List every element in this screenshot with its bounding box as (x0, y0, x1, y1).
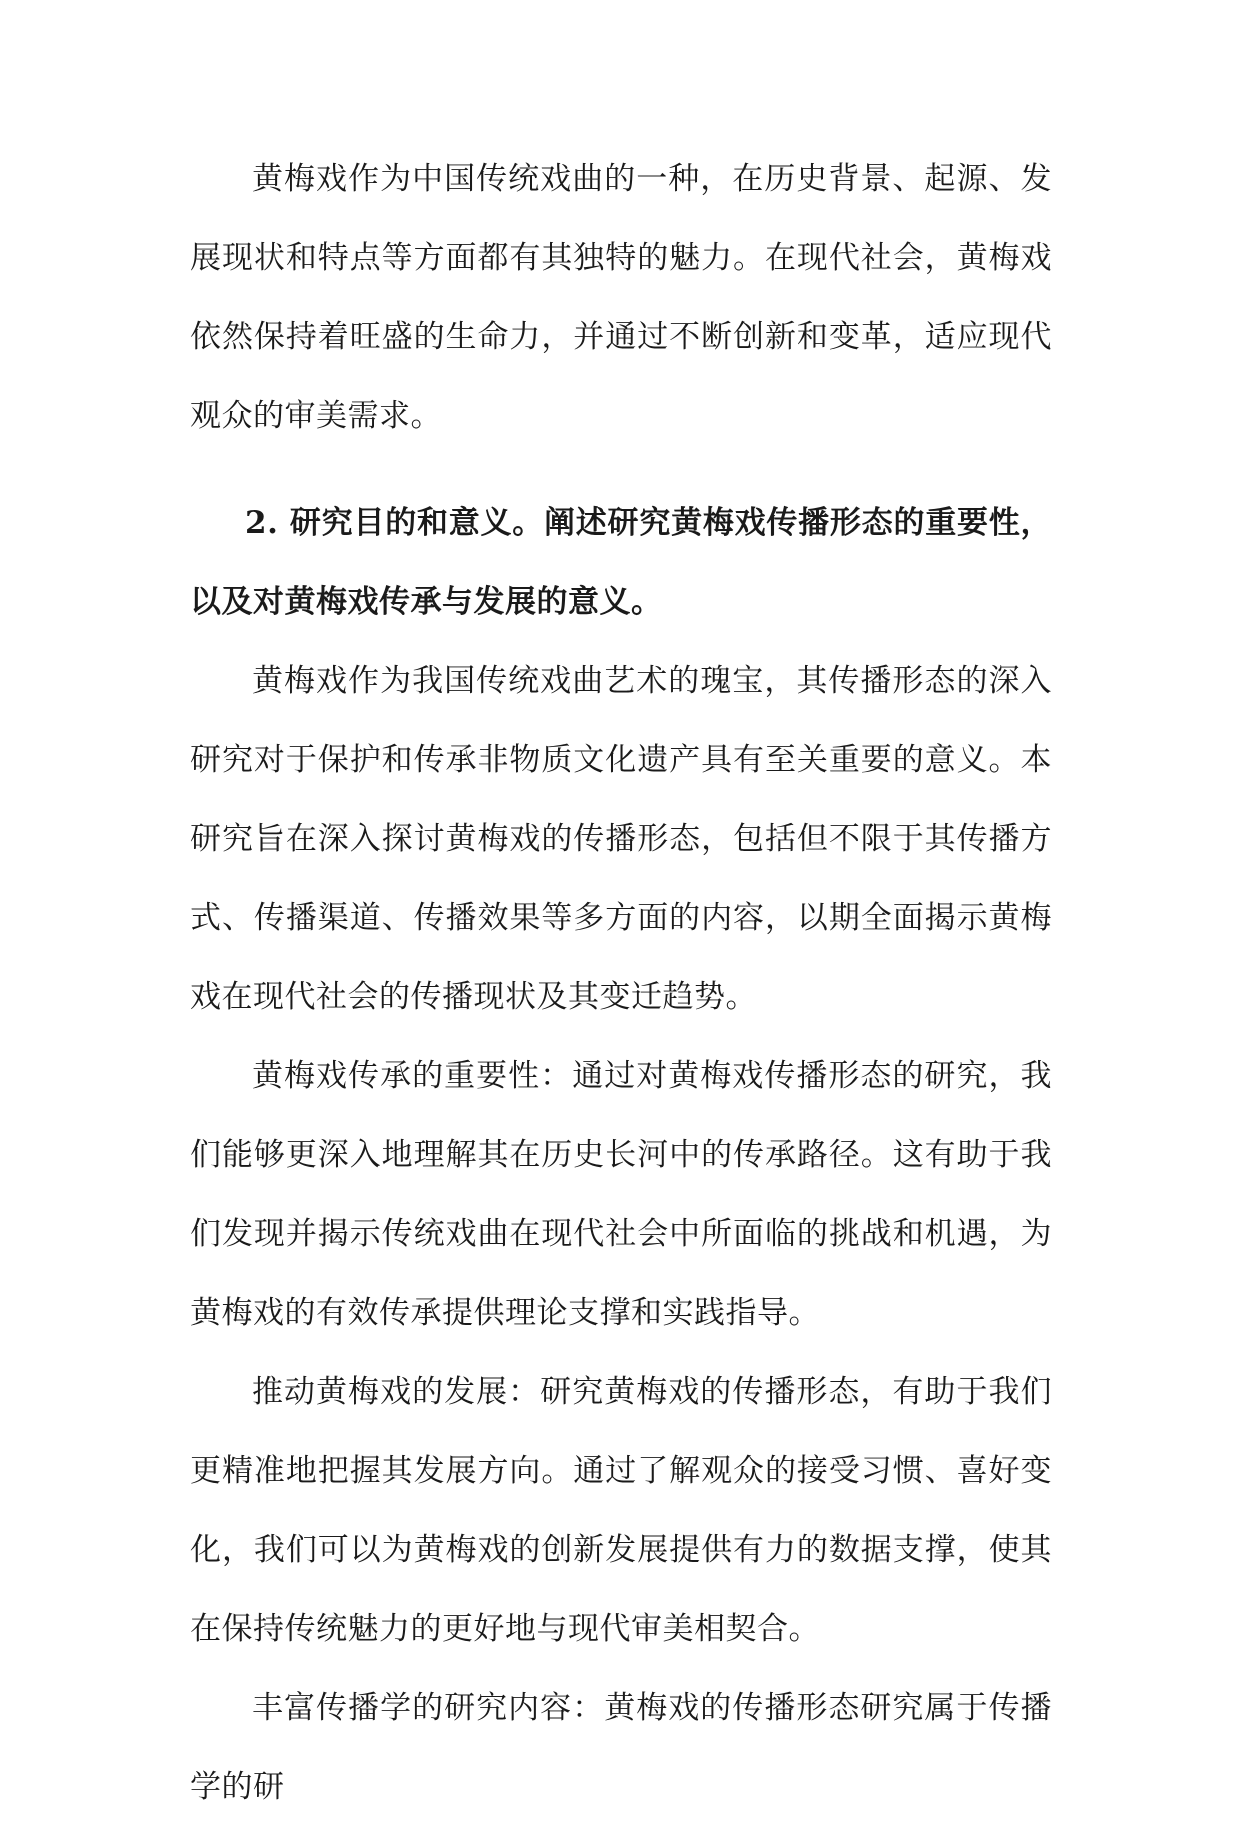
communication-paragraph: 丰富传播学的研究内容：黄梅戏的传播形态研究属于传播学的研 (190, 1690, 1052, 1805)
purpose-paragraph: 黄梅戏作为我国传统戏曲艺术的瑰宝，其传播形态的深入研究对于保护和传承非物质文化遗产具有至关重要的意义。本研究旨在深入探讨黄梅戏的传播形态，包括但不限于其传播方式、传播渠道、传播效果等多方面的内容，以期全面揭示黄梅戏在现代社会的传播现状及其变迁趋势。 (190, 663, 1052, 1015)
inheritance-paragraph: 黄梅戏传承的重要性：通过对黄梅戏传播形态的研究，我们能够更深入地理解其在历史长河中的传承路径。这有助于我们发现并揭示传统戏曲在现代社会中所面临的挑战和机遇，为黄梅戏的有效传承提供理论支撑和实践指导。 (190, 1058, 1052, 1331)
document-page (190, 140, 1052, 1827)
development-paragraph: 推动黄梅戏的发展：研究黄梅戏的传播形态，有助于我们更精准地把握其发展方向。通过了解观众的接受习惯、喜好变化，我们可以为黄梅戏的创新发展提供有力的数据支撑，使其在保持传统魅力的更好地与现代审美相契合。 (190, 1374, 1052, 1647)
section-heading: 2. 研究目的和意义。阐述研究黄梅戏传播形态的重要性，以及对黄梅戏传承与发展的意义。 (190, 505, 1052, 620)
intro-paragraph: 黄梅戏作为中国传统戏曲的一种，在历史背景、起源、发展现状和特点等方面都有其独特的魅力。在现代社会，黄梅戏依然保持着旺盛的生命力，并通过不断创新和变革，适应现代观众的审美需求。 (190, 161, 1052, 434)
